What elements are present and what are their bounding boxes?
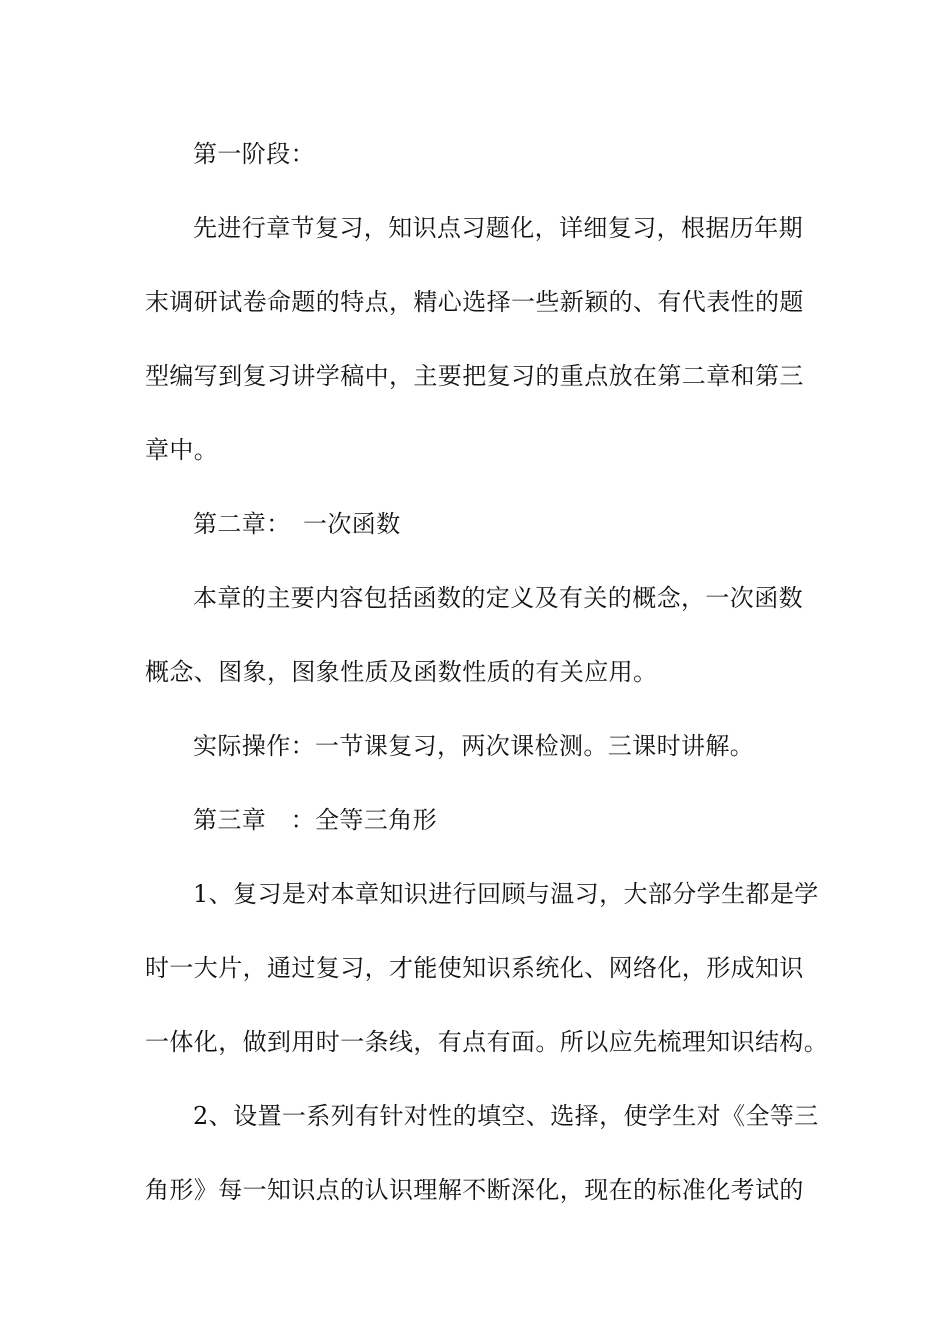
paragraph (145, 720, 807, 794)
paragraph (145, 498, 807, 572)
text-line: 1、复习是对本章知识进行回顾与温习，大部分学生都是学 (193, 880, 819, 908)
text-line: 实际操作：一节课复习，两次课检测。三课时讲解。 (193, 732, 755, 760)
text-line: 第二章： 一次函数 (193, 510, 401, 538)
text-line: 本章的主要内容包括函数的定义及有关的概念，一次函数 (193, 584, 803, 612)
text-line: 一体化，做到用时一条线，有点有面。所以应先梳理知识结构。 (145, 1028, 829, 1056)
paragraph (145, 572, 807, 720)
text-line: 末调研试卷命题的特点，精心选择一些新颖的、有代表性的题 (145, 288, 804, 316)
paragraph (145, 202, 807, 498)
text-line: 章中。 (145, 436, 219, 464)
paragraph (145, 128, 807, 202)
paragraph (145, 1090, 819, 1238)
text-line: 第三章 ：全等三角形 (193, 806, 437, 834)
paragraph (145, 868, 829, 1090)
text-line: 角形》每一知识点的认识理解不断深化，现在的标准化考试的 (145, 1176, 804, 1204)
text-line: 2、设置一系列有针对性的填空、选择，使学生对《全等三 (193, 1102, 819, 1130)
text-line: 第一阶段： (193, 140, 315, 168)
text-line: 概念、图象，图象性质及函数性质的有关应用。 (145, 658, 658, 686)
text-line: 时一大片，通过复习，才能使知识系统化、网络化，形成知识 (145, 954, 804, 982)
text-line: 先进行章节复习，知识点习题化，详细复习，根据历年期 (193, 214, 803, 242)
paragraph (145, 794, 807, 868)
document-body (145, 128, 829, 1238)
text-line: 型编写到复习讲学稿中，主要把复习的重点放在第二章和第三 (145, 362, 804, 390)
